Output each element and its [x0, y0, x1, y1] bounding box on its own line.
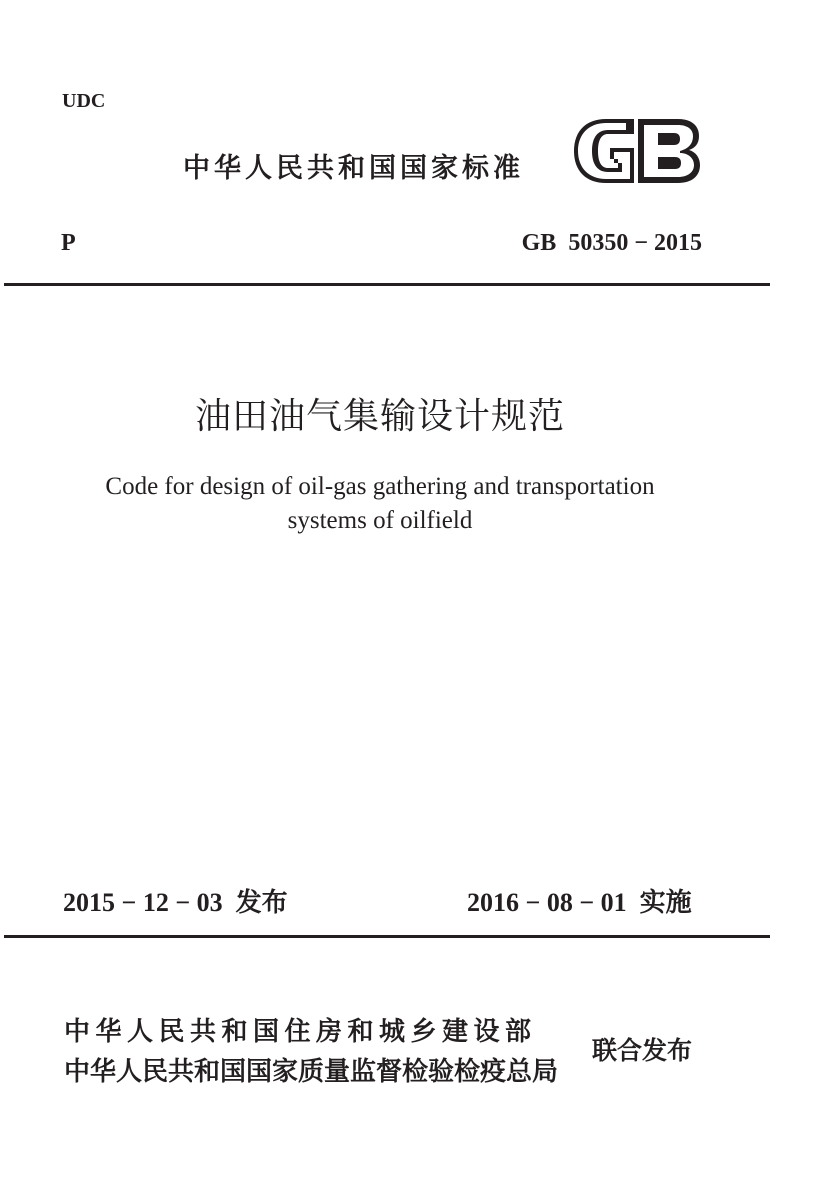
top-divider	[4, 283, 770, 286]
category-code: P	[61, 230, 76, 256]
title-english-line-1: Code for design of oil-gas gathering and transportation	[105, 473, 655, 500]
title-chinese: 油田油气集输设计规范	[194, 396, 565, 437]
standard-number: GB 50350 − 2015	[521, 230, 702, 256]
title-english	[0, 470, 760, 538]
udc-label: UDC	[62, 90, 106, 112]
issuer-aqsiq: 中华人民共和国国家质量监督检验检疫总局	[64, 1057, 559, 1087]
issue-label: 发布	[235, 888, 288, 918]
standard-type: 中华人民共和国国家标准	[183, 153, 524, 184]
implement-date: 2016 − 08 − 01	[467, 888, 640, 917]
issuer-ministry: 中华人民共和国住房和城乡建设部	[64, 1017, 537, 1047]
issue-date: 2015 − 12 − 03	[63, 888, 236, 917]
implement-label: 实施	[639, 888, 692, 918]
gb-logo-g	[574, 119, 634, 183]
joint-issue-label: 联合发布	[592, 1036, 693, 1065]
implement-date-block	[467, 887, 692, 919]
issue-date-block	[63, 887, 288, 919]
gb-logo-b	[638, 119, 700, 183]
gb-logo	[572, 117, 702, 185]
title-english-line-2: systems of oilfield	[287, 507, 473, 534]
bottom-divider	[4, 935, 770, 938]
